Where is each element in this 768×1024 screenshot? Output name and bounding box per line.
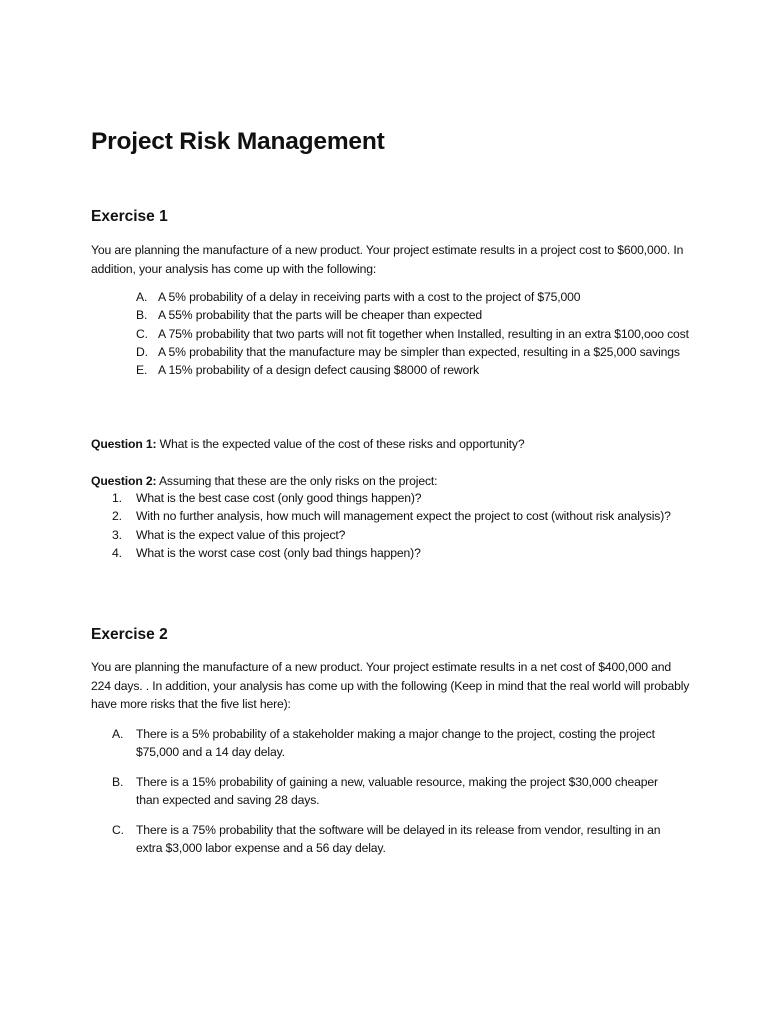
list-marker: 3. — [112, 527, 122, 542]
exercise-1-risk-list — [136, 288, 696, 379]
list-marker: 4. — [112, 545, 122, 560]
list-marker: A. — [112, 727, 124, 741]
list-item — [112, 821, 682, 858]
list-item-text: A 75% probability that two parts will not fit together when Installed, resulting in an extra $100,ooo cost — [158, 326, 689, 341]
exercise-2-heading: Exercise 2 — [91, 626, 168, 643]
list-item — [136, 288, 696, 306]
exercise-1-heading: Exercise 1 — [91, 208, 168, 225]
question-1-text: What is the expected value of the cost of these risks and opportunity? — [156, 437, 525, 451]
list-item — [112, 507, 682, 525]
question-1 — [91, 435, 691, 454]
question-2 — [91, 472, 691, 491]
exercise-2-intro: You are planning the manufacture of a new product. Your project estimate results in a net cost of $400,000 and 224 days. . In addition, your analysis has come up with the following (Keep in mind that the real world will probably have more risks that the five list here): — [91, 660, 690, 711]
list-item — [136, 325, 696, 343]
list-marker: D. — [136, 344, 148, 359]
list-item — [112, 725, 682, 762]
list-marker: C. — [136, 326, 148, 341]
list-marker: B. — [112, 775, 124, 790]
list-item-text: A 5% probability of a delay in receiving parts with a cost to the project of $75,000 — [158, 290, 581, 304]
list-item — [112, 489, 682, 507]
question-2-list — [112, 489, 682, 562]
list-item-text: What is the worst case cost (only bad things happen)? — [136, 545, 421, 560]
list-item — [112, 544, 682, 562]
list-item-text: There is a 15% probability of gaining a new, valuable resource, making the project $30,000 cheaper than expected and saving 28 days. — [136, 775, 658, 808]
exercise-2-risk-list — [112, 725, 682, 869]
page-title: Project Risk Management — [91, 128, 385, 155]
list-marker: A. — [136, 290, 148, 304]
list-item — [112, 773, 682, 810]
list-item-text: With no further analysis, how much will management expect the project to cost (without risk analysis)? — [136, 509, 671, 524]
exercise-1-intro: You are planning the manufacture of a new product. Your project estimate results in a project cost to $600,000. In addition, your analysis has come up with the following: — [91, 243, 684, 276]
list-item — [112, 526, 682, 544]
list-item-text: A 5% probability that the manufacture may be simpler than expected, resulting in a $25,000 savings — [158, 344, 680, 359]
list-item-text: A 55% probability that the parts will be cheaper than expected — [158, 308, 483, 323]
list-item-text: What is the expect value of this project? — [136, 527, 346, 542]
question-2-text: Assuming that these are the only risks on the project: — [156, 474, 438, 488]
list-marker: B. — [136, 308, 148, 323]
list-marker: 1. — [112, 491, 122, 505]
list-item — [136, 361, 696, 379]
question-1-label: Question 1: — [91, 437, 157, 451]
question-2-label: Question 2: — [91, 474, 157, 488]
list-item-text: There is a 5% probability of a stakeholder making a major change to the project, costing the project $75,000 and a 14 day delay. — [136, 727, 655, 760]
list-item-text: What is the best case cost (only good things happen)? — [136, 491, 422, 505]
list-marker: E. — [136, 363, 148, 378]
list-item-text: A 15% probability of a design defect causing $8000 of rework — [158, 363, 479, 378]
list-item-text: There is a 75% probability that the software will be delayed in its release from vendor, resulting in an extra $3,000 labor expense and a 56 day delay. — [136, 823, 661, 856]
list-marker: C. — [112, 823, 124, 838]
list-item — [136, 306, 696, 324]
list-marker: 2. — [112, 509, 122, 524]
list-item — [136, 343, 696, 361]
